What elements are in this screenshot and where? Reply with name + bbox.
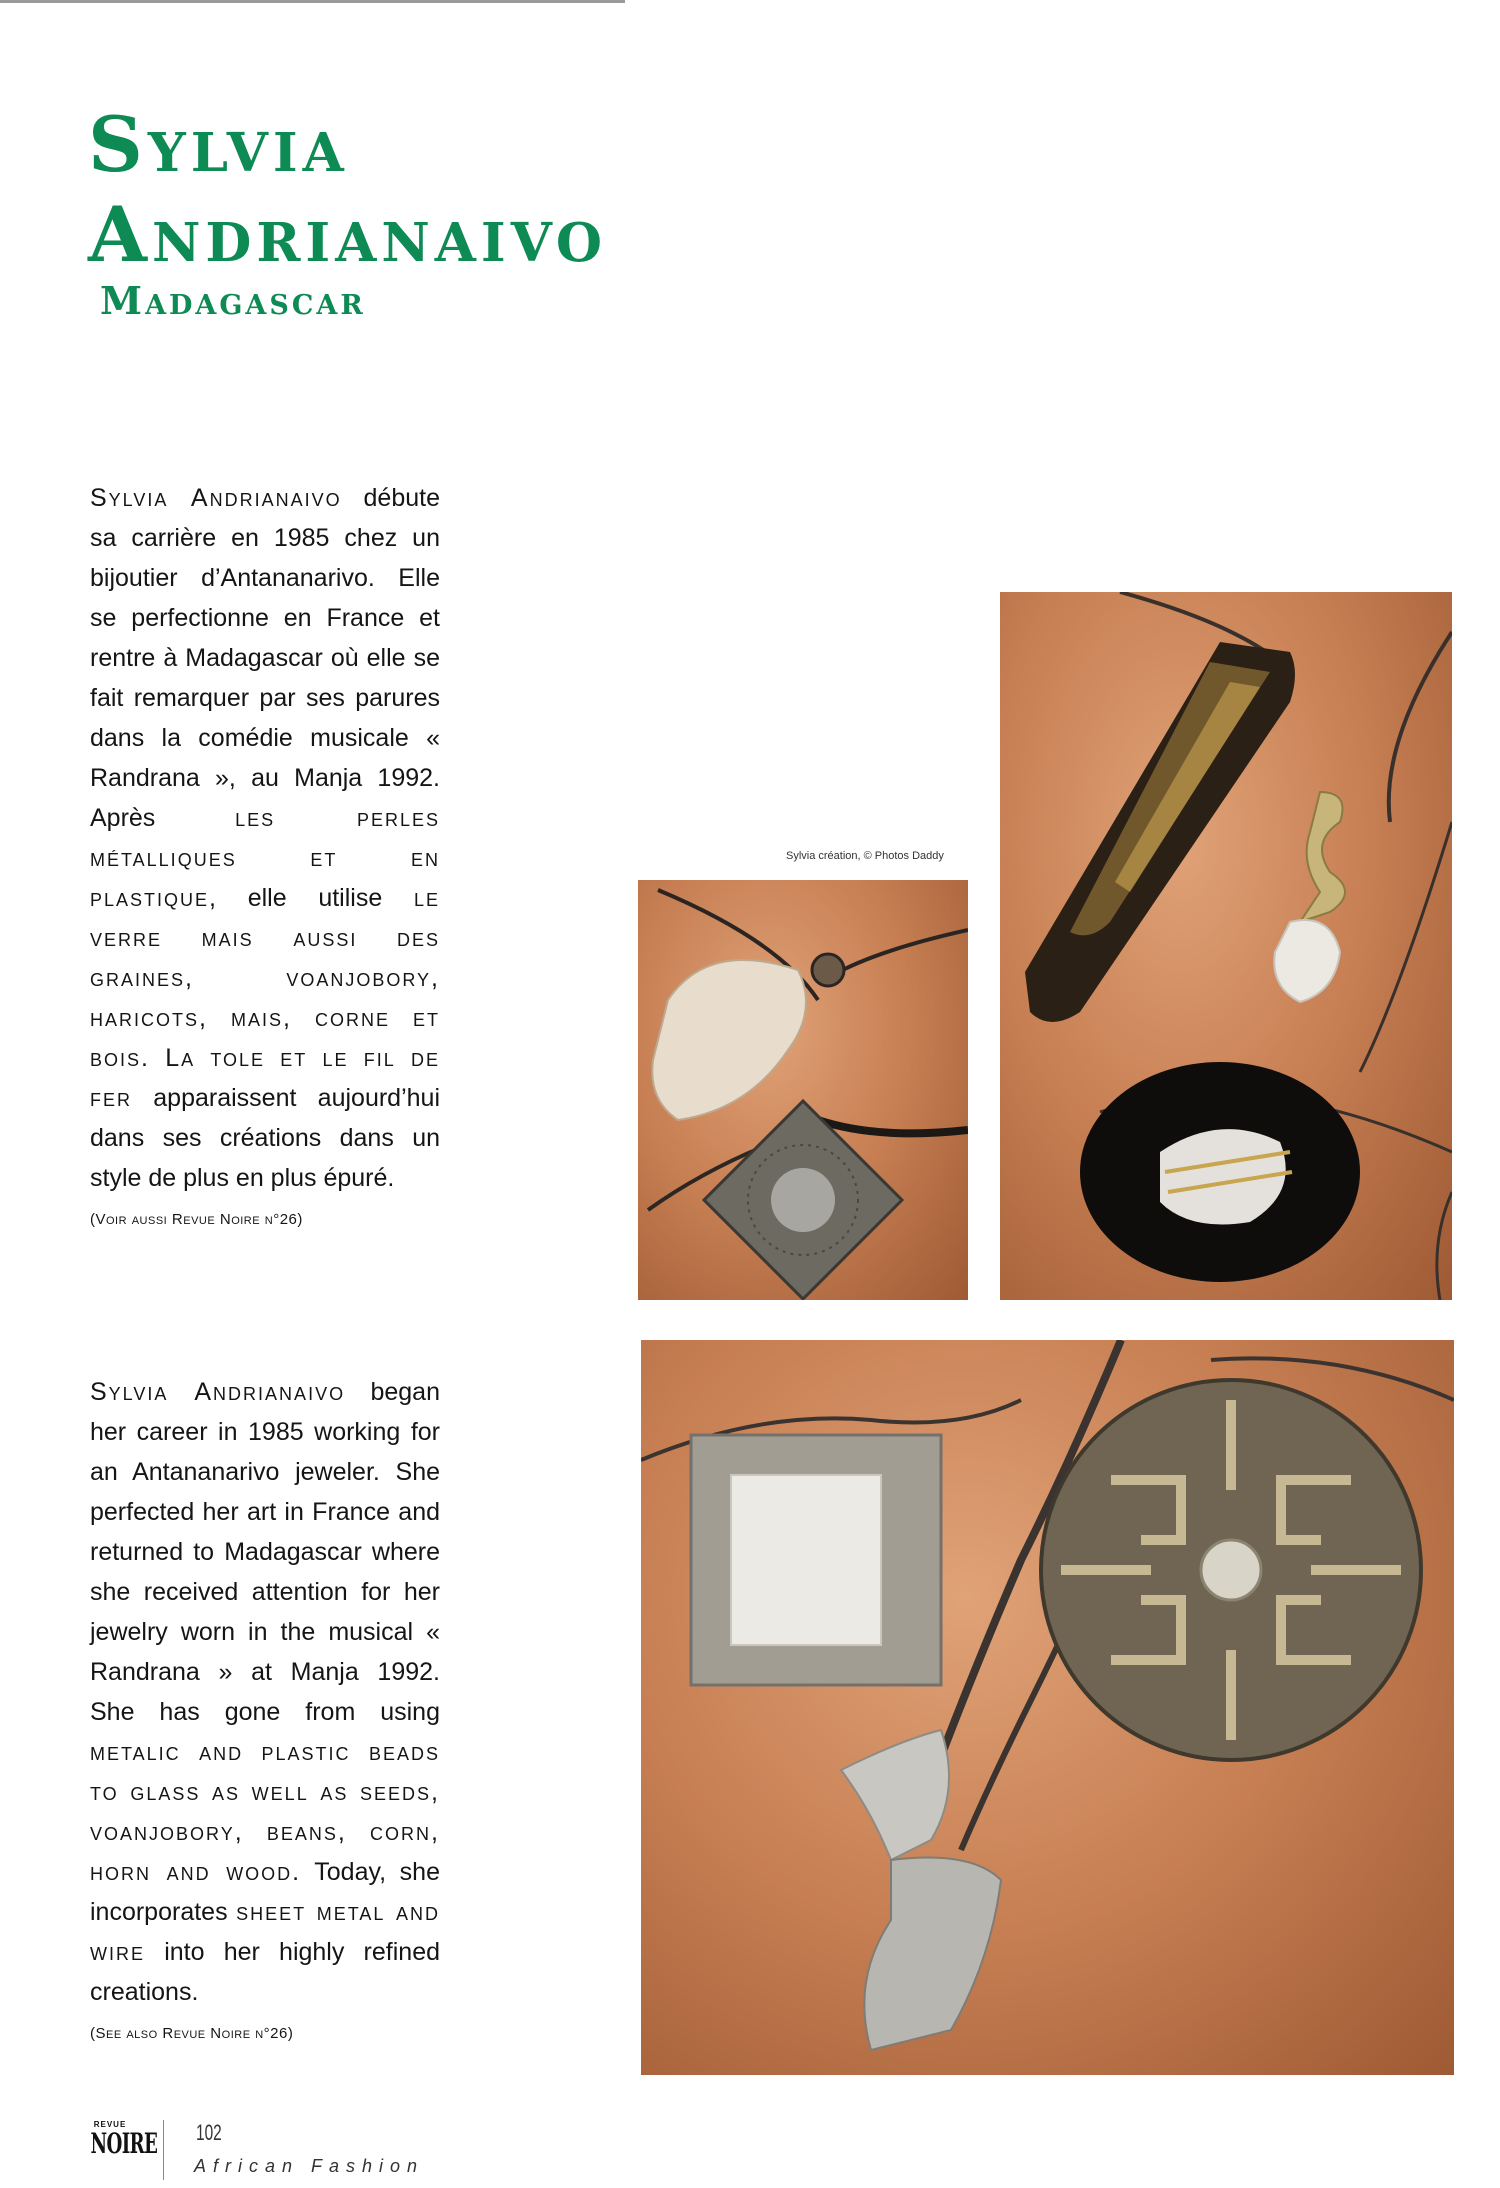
logo-small-text: REVUE xyxy=(93,2120,127,2129)
jewelry-photo-2 xyxy=(1000,592,1452,1300)
french-reference: (Voir aussi Revue Noire n°26) xyxy=(90,1211,303,1228)
jewelry-illustration-3 xyxy=(641,1340,1454,2075)
french-part-3: apparaissent aujourd’hui dans ses créations dans un style de plus en plus épuré. xyxy=(90,1084,440,1192)
page-title xyxy=(88,100,607,280)
jewelry-illustration-2 xyxy=(1000,592,1452,1300)
english-part-3: into her highly refined creations. xyxy=(90,1938,440,2006)
english-part-2: Today, she incorporates xyxy=(90,1858,440,1926)
section-name: African Fashion xyxy=(194,2156,425,2176)
artist-name-fr: Sylvia Andrianaivo xyxy=(90,484,342,512)
jewelry-illustration-1 xyxy=(638,880,968,1300)
revue-noire-logo xyxy=(80,2120,158,2160)
title-line-1: Sylvia xyxy=(88,100,349,189)
english-part-1: began her career in 1985 working for an Antananarivo jeweler. She perfected her art in France and returned to Madagascar where she received attention for her jewelry worn in the musical « Randrana » at Manja 1992. She has gone from using xyxy=(90,1378,440,1726)
page-number: 102 xyxy=(196,2120,222,2145)
jewelry-photo-3 xyxy=(641,1340,1454,2075)
english-smallcaps-1: metalic and plastic beads to glass as well as seeds, voanjobory, beans, corn, horn and wood. xyxy=(90,1738,440,1886)
english-reference: (See also Revue Noire n°26) xyxy=(90,2025,294,2042)
english-smallcaps-2: sheet metal and wire xyxy=(90,1898,440,1966)
jewelry-photo-1 xyxy=(638,880,968,1300)
french-smallcaps-1: les perles métalliques et en plastique xyxy=(90,804,440,912)
french-part-2: , elle utilise xyxy=(209,884,414,912)
title-line-2: Andrianaivo xyxy=(88,190,608,279)
country-subtitle: Madagascar xyxy=(100,278,366,323)
french-smallcaps-2: le verre mais aussi des graines, voanjobory, haricots, mais, corne et bois. La tole et le fil de fer xyxy=(90,884,440,1112)
footer-divider xyxy=(163,2120,164,2180)
photo-credit: Sylvia création, © Photos Daddy xyxy=(786,850,944,862)
french-part-1: débute sa carrière en 1985 chez un bijoutier d’Antananarivo. Elle se perfectionne en France et rentre à Madagascar où elle se fait remarquer par ses parures dans la comédie musicale « Randrana », au Manja 1992. Après xyxy=(90,484,440,832)
top-rule xyxy=(0,0,625,3)
french-text xyxy=(90,478,440,1230)
logo-big-text: NOIRE xyxy=(90,2127,158,2160)
english-text xyxy=(90,1372,440,2044)
artist-name-en: Sylvia Andrianaivo xyxy=(90,1378,346,1406)
